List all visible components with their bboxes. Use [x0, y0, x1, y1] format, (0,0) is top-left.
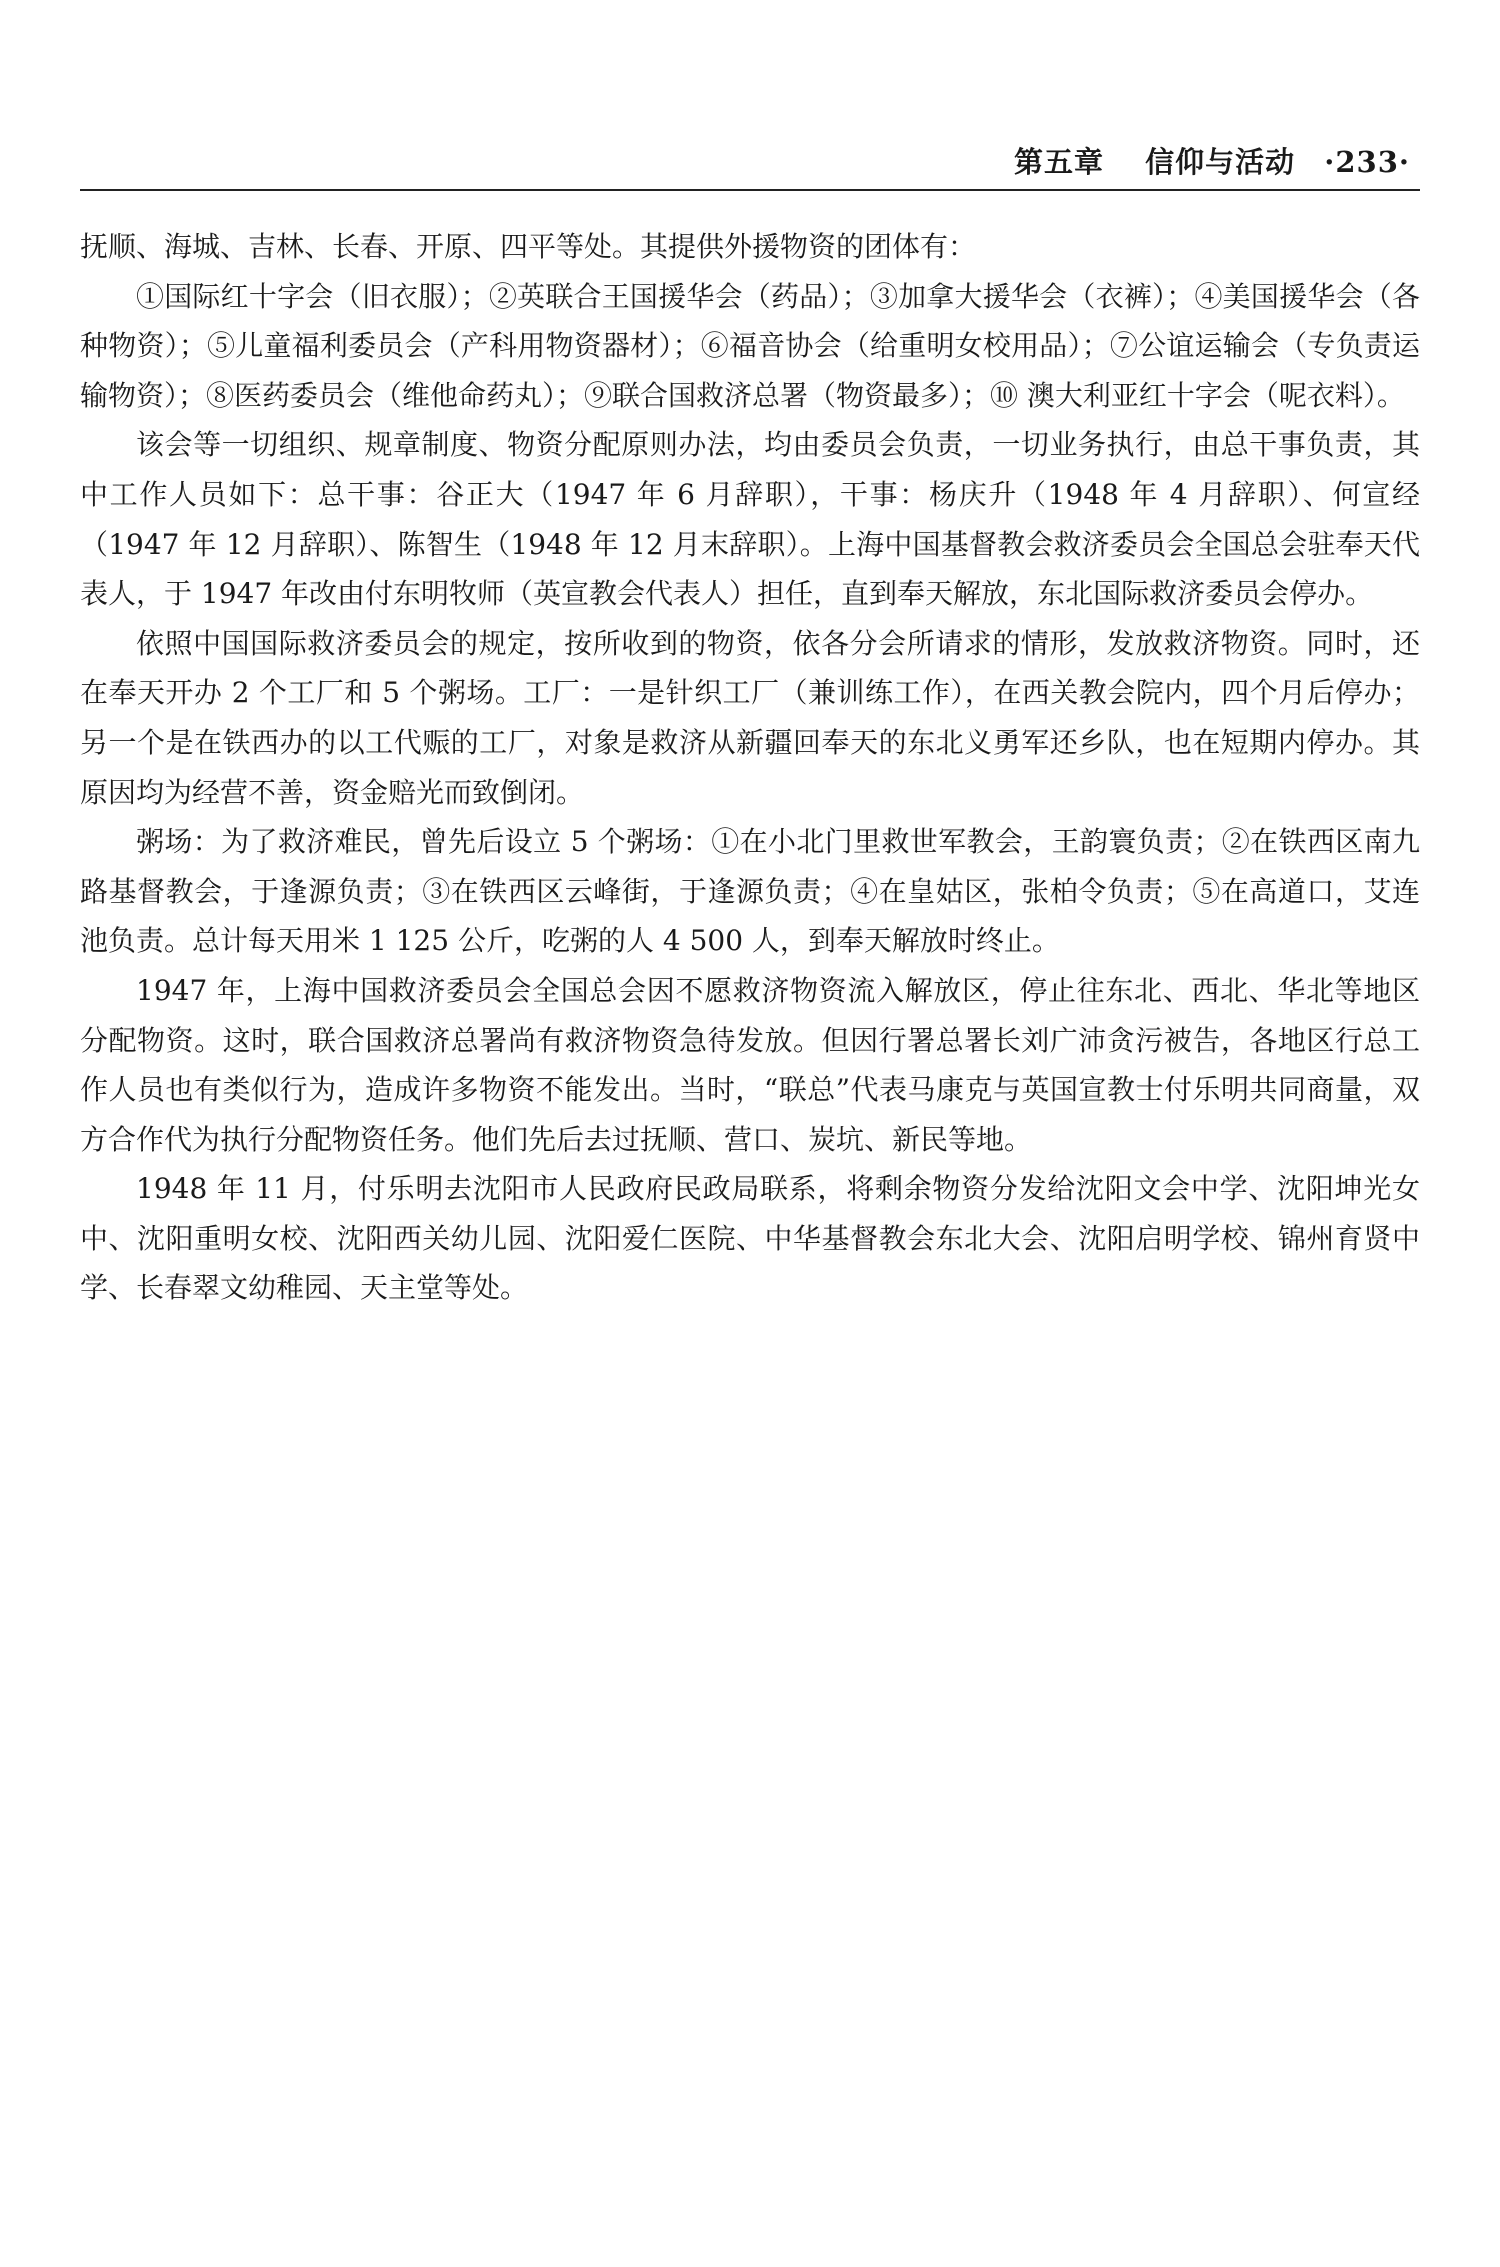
paragraph-factories: 依照中国国际救济委员会的规定，按所收到的物资，依各分会所请求的情形，发放救济物资。同时，还在奉天开办 2 个工厂和 5 个粥场。工厂：一是针织工厂（兼训练工作），在西关教会院内，四个月后停办；另一个是在铁西办的以工代赈的工厂，对象是救济从新疆回奉天的东北义勇军还乡队，也在短期内停办。其原因均为经营不善，资金赔光而致倒闭。 — [80, 626, 1420, 809]
running-header — [1014, 140, 1410, 181]
paragraph-porridge-sites: 粥场：为了救济难民，曾先后设立 5 个粥场：①在小北门里救世军教会，王韵寰负责；②在铁西区南九路基督教会，于逢源负责；③在铁西区云峰街，于逢源负责；④在皇姑区，张柏令负责；⑤在高道口，艾连池负责。总计每天用米 1 125 公斤，吃粥的人 4 500 人，到奉天解放时终止。 — [80, 825, 1420, 958]
paragraph-aid-organizations: ①国际红十字会（旧衣服）；②英联合王国援华会（药品）；③加拿大援华会（衣裤）；④美国援华会（各种物资）；⑤儿童福利委员会（产科用物资器材）；⑥福音协会（给重明女校用品）；⑦公谊运输会（专负责运输物资）；⑧医药委员会（维他命药丸）；⑨联合国救济总署（物资最多）；⑩ 澳大利亚红十字会（呢衣料）。 — [80, 279, 1420, 412]
paragraph-1947: 1947 年，上海中国救济委员会全国总会因不愿救济物资流入解放区，停止往东北、西北、华北等地区分配物资。这时，联合国救济总署尚有救济物资急待发放。但因行署总署长刘广沛贪污被告，各地区行总工作人员也有类似行为，造成许多物资不能发出。当时，“联总”代表马康克与英国宣教士付乐明共同商量，双方合作代为执行分配物资任务。他们先后去过抚顺、营口、炭坑、新民等地。 — [80, 973, 1420, 1156]
paragraph-staff: 该会等一切组织、规章制度、物资分配原则办法，均由委员会负责，一切业务执行，由总干事负责，其中工作人员如下：总干事：谷正大（1947 年 6 月辞职），干事：杨庆升（1948 年 4 月辞职）、何宣经（1947 年 12 月辞职）、陈智生（1948 年 12 月末辞职）。上海中国基督教会救济委员会全国总会驻奉天代表人，于 1947 年改由付东明牧师（英宣教会代表人）担任，直到奉天解放，东北国际救济委员会停办。 — [80, 428, 1420, 611]
header-rule — [80, 189, 1420, 191]
body-text — [80, 222, 1420, 1313]
chapter-title: 信仰与活动 — [1145, 145, 1296, 179]
paragraph-1948: 1948 年 11 月，付乐明去沈阳市人民政府民政局联系，将剩余物资分发给沈阳文会中学、沈阳坤光女中、沈阳重明女校、沈阳西关幼儿园、沈阳爱仁医院、中华基督教会东北大会、沈阳启明学校、锦州育贤中学、长春翠文幼稚园、天主堂等处。 — [80, 1172, 1420, 1305]
page-number: ·233· — [1324, 145, 1410, 179]
chapter-label: 第五章 — [1014, 145, 1105, 179]
paragraph-continuation: 抚顺、海城、吉林、长春、开原、四平等处。其提供外援物资的团体有： — [80, 230, 977, 263]
